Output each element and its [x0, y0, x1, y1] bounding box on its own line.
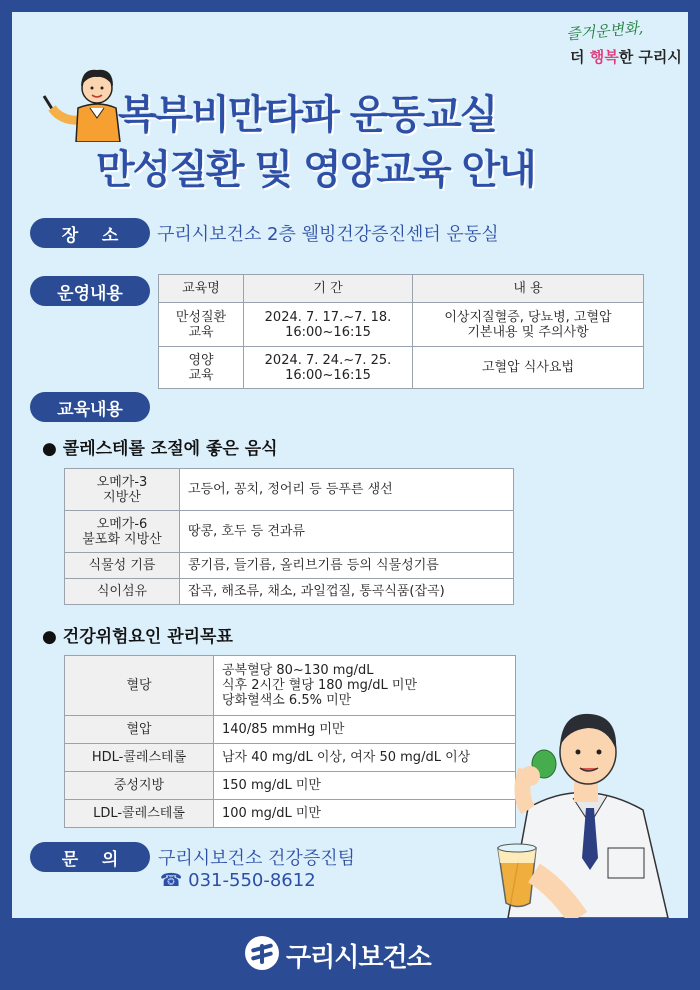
- cholesterol-value: 고등어, 꽁치, 정어리 등 등푸른 생선: [180, 469, 514, 511]
- operation-content: 고혈압 식사요법: [413, 347, 644, 389]
- risk-label: 중성지방: [65, 772, 214, 800]
- table-row: [65, 579, 514, 605]
- table-row: [65, 716, 516, 744]
- teacher-illustration: [40, 62, 130, 142]
- footer-org-name: 구리시보건소: [286, 943, 431, 973]
- table-row: [65, 772, 516, 800]
- risk-value: 140/85 mmHg 미만: [214, 716, 516, 744]
- table-row: [65, 800, 516, 828]
- contact-phone: ☎ 031-550-8612: [160, 870, 316, 891]
- table-row: [65, 553, 514, 579]
- phone-icon: ☎: [160, 870, 183, 891]
- risk-label: 혈당: [65, 656, 214, 716]
- operation-header-content: 내 용: [413, 275, 644, 303]
- risk-value: 남자 40 mg/dL 이상, 여자 50 mg/dL 이상: [214, 744, 516, 772]
- cholesterol-value: 콩기름, 들기름, 올리브기름 등의 식물성기름: [180, 553, 514, 579]
- operation-name: 만성질환 교육: [159, 303, 244, 347]
- cholesterol-label: 식이섬유: [65, 579, 180, 605]
- operation-content: 이상지질혈증, 당뇨병, 고혈압 기본내용 및 주의사항: [413, 303, 644, 347]
- risk-heading: ● 건강위험요인 관리목표: [42, 627, 233, 647]
- table-row: [159, 347, 644, 389]
- table-row: [65, 656, 516, 716]
- cholesterol-table: [64, 468, 514, 605]
- cholesterol-label: 식물성 기름: [65, 553, 180, 579]
- operation-table: [158, 274, 644, 389]
- cholesterol-label: 오메가-3 지방산: [65, 469, 180, 511]
- table-row: [65, 744, 516, 772]
- operation-period: 2024. 7. 24.~7. 25. 16:00~16:15: [244, 347, 413, 389]
- risk-table: [64, 655, 516, 828]
- table-row: [65, 511, 514, 553]
- health-center-logo-icon: [245, 936, 279, 970]
- location-label: 장 소: [30, 218, 150, 248]
- cholesterol-value: 땅콩, 호두 등 견과류: [180, 511, 514, 553]
- cholesterol-heading: ● 콜레스테롤 조절에 좋은 음식: [42, 439, 278, 459]
- cholesterol-value: 잡곡, 해조류, 채소, 과일껍질, 통곡식품(잡곡): [180, 579, 514, 605]
- operation-period: 2024. 7. 17.~7. 18. 16:00~16:15: [244, 303, 413, 347]
- cholesterol-label: 오메가-6 불포화 지방산: [65, 511, 180, 553]
- contact-label: 문 의: [30, 842, 150, 872]
- location-text: 구리시보건소 2층 웰빙건강증진센터 운동실: [157, 224, 499, 245]
- risk-value: 공복혈당 80~130 mg/dL 식후 2시간 혈당 180 mg/dL 미만 당화혈색소 6.5% 미만: [214, 656, 516, 716]
- risk-label: LDL-콜레스테롤: [65, 800, 214, 828]
- operation-header-period: 기 간: [244, 275, 413, 303]
- risk-label: 혈압: [65, 716, 214, 744]
- table-row: [65, 469, 514, 511]
- operation-header-name: 교육명: [159, 275, 244, 303]
- contact-team: 구리시보건소 건강증진팀: [158, 848, 355, 869]
- operation-name: 영양 교육: [159, 347, 244, 389]
- risk-value: 100 mg/dL 미만: [214, 800, 516, 828]
- risk-value: 150 mg/dL 미만: [214, 772, 516, 800]
- education-label: 교육내용: [30, 392, 150, 422]
- table-row: [159, 303, 644, 347]
- slogan-line1: 즐거운변화,: [565, 18, 644, 44]
- risk-label: HDL-콜레스테롤: [65, 744, 214, 772]
- operation-label: 운영내용: [30, 276, 150, 306]
- title-line2: 만성질환 및 영양교육 안내: [96, 147, 535, 193]
- title-line1: 복부비만타파 운동교실: [118, 92, 497, 138]
- slogan-line2: 더 행복한 구리시: [570, 48, 682, 66]
- man-eating-illustration: [478, 698, 690, 918]
